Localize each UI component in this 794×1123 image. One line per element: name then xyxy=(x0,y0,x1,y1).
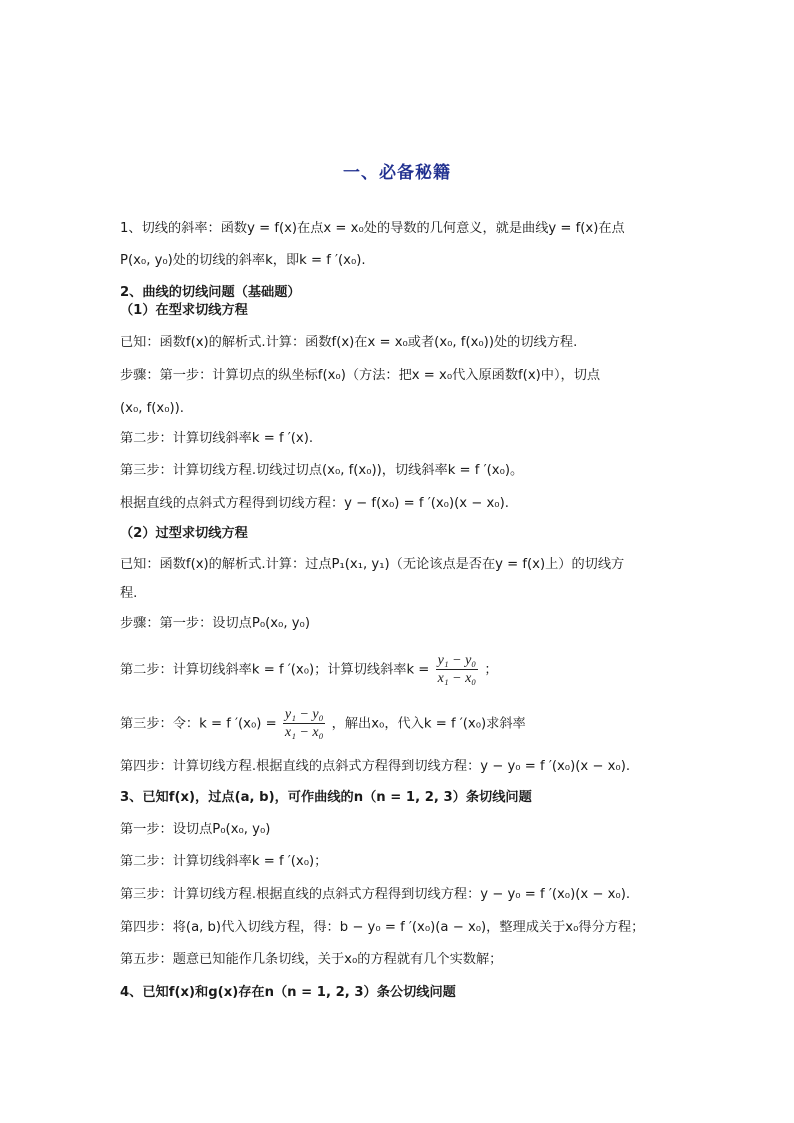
text-line: 步骤：第一步：设切点P₀(x₀, y₀) xyxy=(120,616,310,631)
text-line: 第三步：计算切线方程.切线过切点(x₀, f(x₀))，切线斜率k = f ′(x₀)。 xyxy=(120,463,524,478)
fraction-denominator: x₁ − x₀ xyxy=(284,725,324,740)
heading-line: 2、曲线的切线问题（基础题） xyxy=(120,285,301,300)
text-line: 1、切线的斜率：函数y = f(x)在点x = x₀处的导数的几何意义，就是曲线y = f(x)在点 xyxy=(120,221,625,236)
section-title: 一、必备秘籍 xyxy=(343,163,451,183)
step3-text-b: ，解出x₀，代入k = f ′(x₀)求斜率 xyxy=(331,716,526,732)
step3-text-a: 第三步：令：k = f ′(x₀) = xyxy=(120,716,277,732)
fraction-numerator: y₁ − y₀ xyxy=(284,707,324,722)
text-line: 第二步：计算切线斜率k = f ′(x). xyxy=(120,431,314,446)
fraction-numerator: y₁ − y₀ xyxy=(437,653,477,668)
fraction-denominator: x₁ − x₀ xyxy=(437,671,477,686)
heading-line: 4、已知f(x)和g(x)存在n（n = 1, 2, 3）条公切线问题 xyxy=(120,985,456,1000)
text-line: 第五步：题意已知能作几条切线，关于x₀的方程就有几个实数解； xyxy=(120,952,503,967)
text-line: 第一步：设切点P₀(x₀, y₀) xyxy=(120,822,271,837)
text-line: 根据直线的点斜式方程得到切线方程：y − f(x₀) = f ′(x₀)(x − x₀). xyxy=(120,496,509,511)
text-line: 第四步：将(a, b)代入切线方程，得：b − y₀ = f ′(x₀)(a − x₀)，整理成关于x₀得分方程； xyxy=(120,920,645,935)
text-line: (x₀, f(x₀)). xyxy=(120,401,184,416)
text-line: P(x₀, y₀)处的切线的斜率k，即k = f ′(x₀). xyxy=(120,253,366,268)
step2-text-b: ； xyxy=(484,662,498,678)
text-line: 已知：函数f(x)的解析式.计算：过点P₁(x₁, y₁)（无论该点是否在y = f(x)上）的切线方 xyxy=(120,557,625,572)
slope-fraction xyxy=(436,652,479,687)
text-line: 已知：函数f(x)的解析式.计算：函数f(x)在x = x₀或者(x₀, f(x₀))处的切线方程. xyxy=(120,335,578,350)
text-line: 步骤：第一步：计算切点的纵坐标f(x₀)（方法：把x = x₀代入原函数f(x)中），切点 xyxy=(120,368,601,383)
heading-line: （2）过型求切线方程 xyxy=(120,526,248,541)
text-line: 程. xyxy=(120,586,138,601)
heading-line: 3、已知f(x)，过点(a, b)，可作曲线的n（n = 1, 2, 3）条切线问题 xyxy=(120,790,532,805)
text-line: 第三步：计算切线方程.根据直线的点斜式方程得到切线方程：y − y₀ = f ′(x₀)(x − x₀). xyxy=(120,887,631,902)
slope-fraction xyxy=(283,706,326,741)
text-line: 第四步：计算切线方程.根据直线的点斜式方程得到切线方程：y − y₀ = f ′(x₀)(x − x₀). xyxy=(120,759,631,774)
step3-formula-line xyxy=(120,706,526,741)
text-line: 第二步：计算切线斜率k = f ′(x₀)； xyxy=(120,854,328,869)
heading-line: （1）在型求切线方程 xyxy=(120,303,248,318)
step2-text-a: 第二步：计算切线斜率k = f ′(x₀)；计算切线斜率k = xyxy=(120,662,430,678)
step2-formula-line xyxy=(120,652,498,687)
